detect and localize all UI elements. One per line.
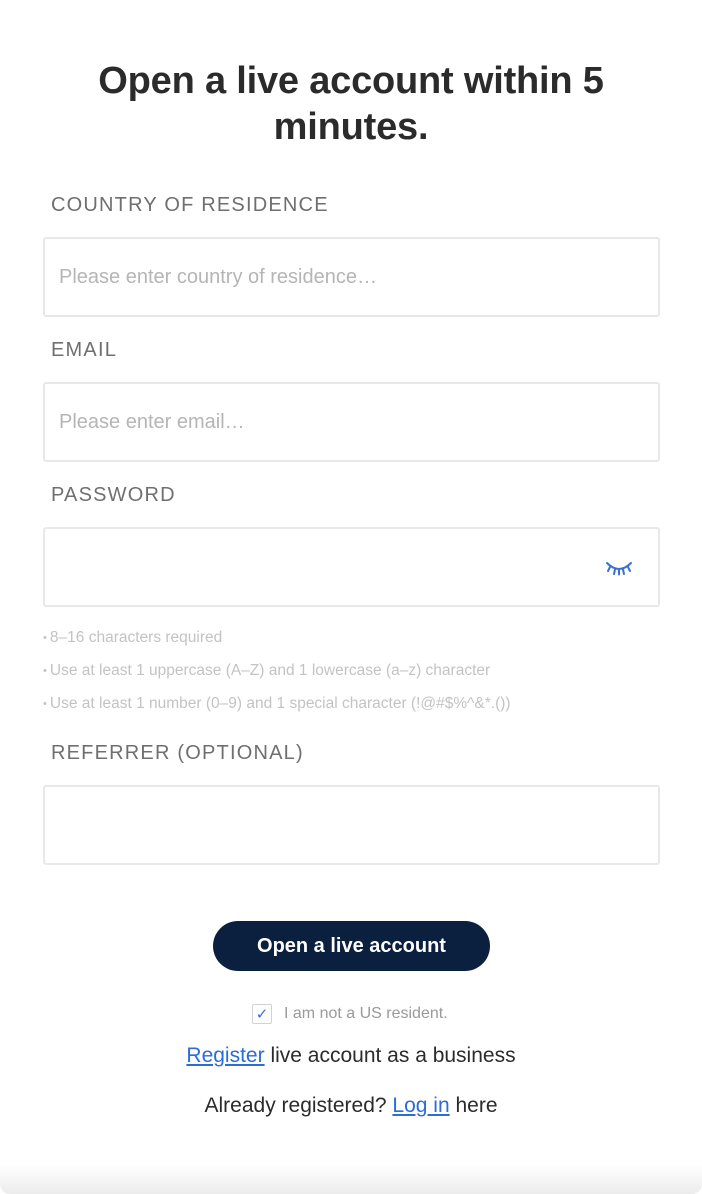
- country-label: COUNTRY OF RESIDENCE: [51, 194, 329, 216]
- country-input[interactable]: [45, 239, 658, 315]
- password-rule: • 8–16 characters required: [43, 622, 663, 655]
- referrer-input[interactable]: [45, 787, 658, 863]
- register-business-link[interactable]: Register: [186, 1044, 265, 1067]
- login-prefix: Already registered?: [204, 1094, 393, 1117]
- password-rule: • Use at least 1 uppercase (A–Z) and 1 lowercase (a–z) character: [43, 655, 663, 688]
- password-rule: • Use at least 1 number (0–9) and 1 special character (!@#$%^&*.()): [43, 688, 663, 721]
- email-label: EMAIL: [51, 339, 118, 361]
- business-text: live account as a business: [264, 1044, 516, 1067]
- us-resident-checkbox[interactable]: [252, 1004, 272, 1024]
- login-suffix: here: [449, 1094, 498, 1117]
- login-line: [0, 1094, 702, 1118]
- eye-closed-icon[interactable]: [604, 555, 634, 579]
- password-field-box: [43, 527, 660, 607]
- us-resident-label: I am not a US resident.: [284, 1005, 448, 1022]
- password-rules: [43, 622, 663, 721]
- us-resident-row: [252, 1003, 448, 1025]
- checkmark-icon: ✓: [255, 1005, 269, 1023]
- card-bottom-edge: [0, 1164, 702, 1194]
- password-input[interactable]: [45, 529, 658, 605]
- email-field-box: [43, 382, 660, 462]
- email-input[interactable]: [45, 384, 658, 460]
- login-link[interactable]: Log in: [392, 1094, 450, 1117]
- page-title: Open a live account within 5 minutes.: [98, 60, 604, 148]
- business-register-line: [0, 1044, 702, 1068]
- referrer-label: REFERRER (OPTIONAL): [51, 742, 304, 764]
- open-live-account-button[interactable]: Open a live account: [213, 921, 490, 971]
- referrer-field-box: [43, 785, 660, 865]
- password-label: PASSWORD: [51, 484, 176, 506]
- country-field-box: [43, 237, 660, 317]
